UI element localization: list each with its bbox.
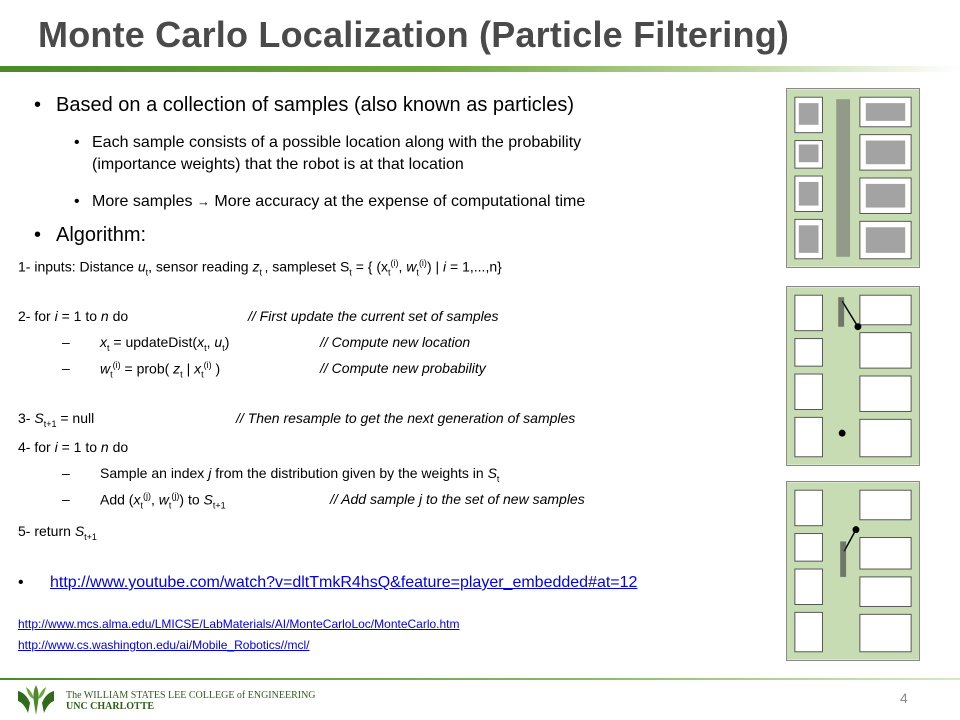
- step-text: Sample an index: [100, 465, 209, 481]
- step-text: , sensor reading: [148, 258, 253, 275]
- map-image-1: [787, 89, 919, 267]
- step-comment: // Compute new probability: [320, 360, 486, 376]
- var-i: i: [54, 439, 58, 455]
- sub-t-plus-1: t+1: [84, 531, 97, 542]
- var-w: w: [158, 491, 169, 508]
- more-samples-text: More samples: [92, 193, 193, 210]
- dash-marker: –: [62, 360, 70, 376]
- step-text: = null: [56, 410, 95, 426]
- sup-i: (i): [203, 360, 212, 370]
- dash-marker: –: [62, 491, 70, 507]
- alma-link[interactable]: http://www.mcs.alma.edu/LMICSE/LabMaterials/AI/MonteCarloLoc/MonteCarlo.htm: [18, 617, 460, 631]
- sub-bullet-text: [92, 191, 585, 213]
- var-n: n: [100, 439, 109, 455]
- sub-t: t: [222, 342, 225, 353]
- step-text: |: [182, 360, 195, 377]
- step-text: , sampleset: [264, 258, 340, 275]
- step-text: [100, 334, 229, 353]
- title-divider: [0, 66, 960, 72]
- var-z: z: [173, 360, 181, 377]
- sup-j: (j): [171, 491, 180, 501]
- step-text: = 1 to: [57, 308, 101, 324]
- algorithm-step-1: [18, 258, 502, 277]
- sub-t: t: [388, 267, 391, 278]
- var-u: u: [214, 334, 223, 350]
- step-text: Add (: [100, 491, 134, 508]
- step-text: 3-: [18, 410, 35, 426]
- sub-t: t: [204, 342, 207, 353]
- step-text: ,: [150, 491, 159, 508]
- algorithm-step-2: [18, 308, 499, 324]
- step-text: = { (: [351, 258, 381, 275]
- sup-i: (i): [112, 360, 121, 370]
- var-i: i: [54, 308, 58, 324]
- bullet-text: Algorithm:: [56, 224, 147, 246]
- bullet-text: Based on a collection of samples (also known as particles): [56, 94, 575, 116]
- college-logo-icon: [14, 683, 58, 717]
- youtube-link[interactable]: http://www.youtube.com/watch?v=dltTmkR4hsQ&feature=player_embedded#at=12: [50, 574, 638, 591]
- bullet-dot: •: [18, 574, 24, 591]
- step-comment: // First update the current set of samples: [248, 308, 499, 324]
- sub-t-plus-1: t+1: [43, 418, 57, 429]
- step-text: [100, 465, 499, 484]
- college-name: [66, 690, 316, 712]
- step-text: = updateDist(: [109, 334, 198, 350]
- step-text: 1- inputs: Distance: [18, 258, 138, 275]
- step-text: = prob(: [120, 360, 174, 377]
- step-text: do: [108, 439, 129, 455]
- sub-t: t: [168, 500, 172, 511]
- particle-map-localized: [786, 481, 920, 661]
- college-name-line1: The WILLIAM STATES LEE COLLEGE of ENGINEERING: [66, 690, 316, 701]
- var-x: x: [194, 360, 202, 377]
- step-text: [100, 360, 220, 379]
- step-text: = 1,...,n}: [446, 258, 502, 275]
- var-x: x: [197, 334, 205, 350]
- var-s: S: [74, 523, 85, 539]
- step-text: [100, 491, 226, 510]
- step-text: ,: [398, 258, 407, 275]
- step-comment: // Compute new location: [320, 334, 471, 350]
- dash-marker: –: [62, 334, 70, 350]
- sub-t: t: [416, 267, 419, 278]
- var-u: u: [137, 258, 146, 275]
- step-text: ): [211, 360, 221, 377]
- particle-map-converging: [786, 286, 920, 466]
- algorithm-step-5: [18, 523, 97, 542]
- step-text: ,: [206, 334, 215, 350]
- step-text: 2- for: [18, 308, 55, 324]
- var-x: x: [100, 334, 107, 350]
- sub-t: t: [201, 369, 204, 380]
- sup-i: (i): [418, 258, 427, 268]
- sup-j: (j): [142, 491, 151, 501]
- sub-t: t: [110, 369, 113, 380]
- more-accuracy-text: More accuracy at the expense of computational time: [214, 193, 586, 210]
- step-text: ) |: [426, 258, 444, 275]
- map-image-2: [787, 287, 919, 465]
- var-s: S: [487, 465, 497, 481]
- var-x: x: [381, 258, 388, 275]
- sub-t: t: [259, 267, 265, 278]
- bullet-dot: •: [34, 94, 42, 116]
- step-text: 4- for: [18, 439, 55, 455]
- step-text: ) to: [179, 491, 204, 508]
- sub-bullet-text-line1: Each sample consists of a possible location along with the probability: [92, 134, 582, 151]
- particle-map-initial: [786, 88, 920, 268]
- var-s: S: [34, 410, 44, 426]
- sub-t: t: [496, 473, 500, 484]
- footer-divider: [0, 678, 960, 680]
- var-j: j: [208, 465, 212, 481]
- bullet-dot: •: [74, 134, 80, 151]
- bullet-dot: •: [74, 193, 80, 210]
- slide-title: Monte Carlo Localization (Particle Filtering): [38, 14, 790, 55]
- var-w: w: [100, 360, 111, 377]
- var-s: S: [339, 258, 350, 275]
- step-text: ): [224, 334, 230, 350]
- sub-t: t: [107, 342, 110, 353]
- sub-t: t: [349, 267, 352, 278]
- algorithm-step-3: [18, 410, 576, 429]
- var-x: x: [133, 491, 141, 508]
- var-s: S: [203, 491, 213, 508]
- step-comment: // Then resample to get the next generation of samples: [236, 410, 576, 426]
- sub-t-plus-1: t+1: [212, 500, 226, 511]
- arrow-right-icon: →: [196, 194, 210, 209]
- dash-marker: –: [62, 465, 70, 481]
- var-w: w: [406, 258, 417, 275]
- var-z: z: [252, 258, 260, 275]
- sub-t: t: [180, 369, 183, 380]
- var-i: i: [443, 258, 447, 275]
- sub-t: t: [145, 267, 149, 278]
- sub-bullet-text-line2: (importance weights) that the robot is at that location: [92, 156, 464, 173]
- sup-i: (i): [390, 258, 399, 268]
- page-number: 4: [900, 690, 908, 706]
- algorithm-step-4: [18, 439, 128, 455]
- college-name-line2: UNC CHARLOTTE: [66, 701, 155, 712]
- map-image-3: [787, 482, 919, 660]
- washington-link[interactable]: http://www.cs.washington.edu/ai/Mobile_Robotics//mcl/: [18, 638, 310, 652]
- step-text: 5- return: [18, 523, 75, 539]
- step-comment: // Add sample j to the set of new samples: [330, 491, 585, 507]
- step-text: = 1 to: [57, 439, 101, 455]
- step-text: do: [108, 308, 129, 324]
- step-text: from the distribution given by the weights in: [211, 465, 488, 481]
- bullet-dot: •: [34, 224, 42, 246]
- sub-t: t: [140, 500, 143, 511]
- var-n: n: [100, 308, 109, 324]
